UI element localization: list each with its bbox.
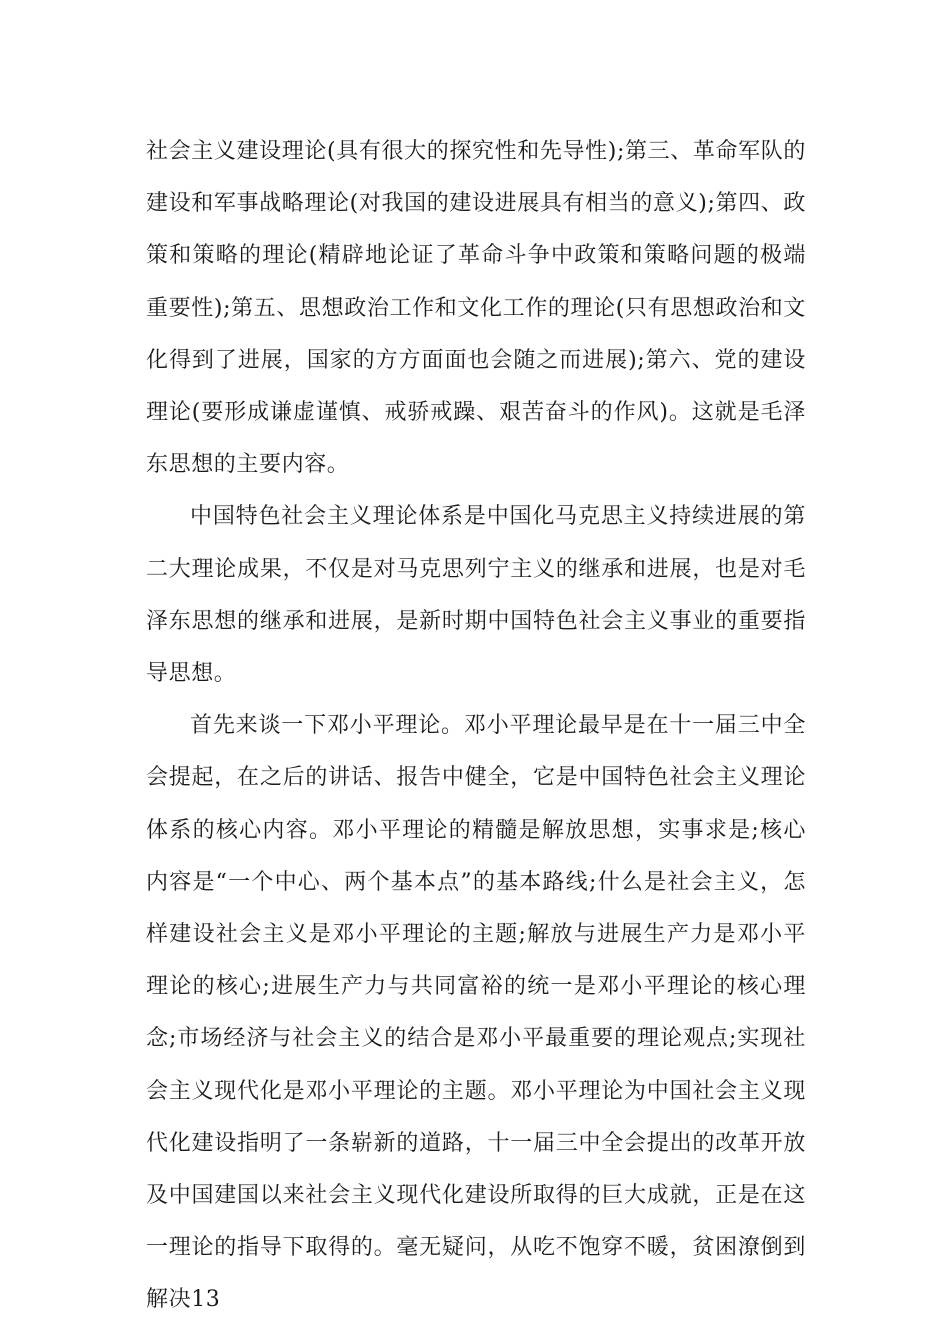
paragraph-3: 首先来谈一下邓小平理论。邓小平理论最早是在十一届三中全会提起，在之后的讲话、报告中健全，它是中国特色社会主义理论体系的核心内容。邓小平理论的精髓是解放思想，实事求是;核心内容是“一个中心、两个基本点”的基本路线;什么是社会主义，怎样建设社会主义是邓小平理论的主题;解放与进展生产力是邓小平理论的核心;进展生产力与共同富裕的统一是邓小平理论的核心理念;市场经济与社会主义的结合是邓小平最重要的理论观点;实现社会主义现代化是邓小平理论的主题。邓小平理论为中国社会主义现代化建设指明了一条崭新的道路，十一届三中全会提出的改革开放及中国建国以来社会主义现代化建设所取得的巨大成就，正是在这一理论的指导下取得的。毫无疑问，从吃不饱穿不暖，贫困潦倒到解决13 [146, 713, 806, 1313]
paragraph-2: 中国特色社会主义理论体系是中国化马克思主义持续进展的第二大理论成果，不仅是对马克思列宁主义的继承和进展，也是对毛泽东思想的继承和进展，是新时期中国特色社会主义事业的重要指导思想。 [146, 504, 806, 687]
document-body [146, 126, 806, 1327]
paragraph-1: 社会主义建设理论(具有很大的探究性和先导性);第三、革命军队的建设和军事战略理论(对我国的建设进展具有相当的意义);第四、政策和策略的理论(精辟地论证了革命斗争中政策和策略问题的极端重要性);第五、思想政治工作和文化工作的理论(只有思想政治和文化得到了进展，国家的方方面面也会随之而进展);第六、党的建设理论(要形成谦虚谨慎、戒骄戒躁、艰苦奋斗的作风)。这就是毛泽东思想的主要内容。 [146, 139, 806, 478]
